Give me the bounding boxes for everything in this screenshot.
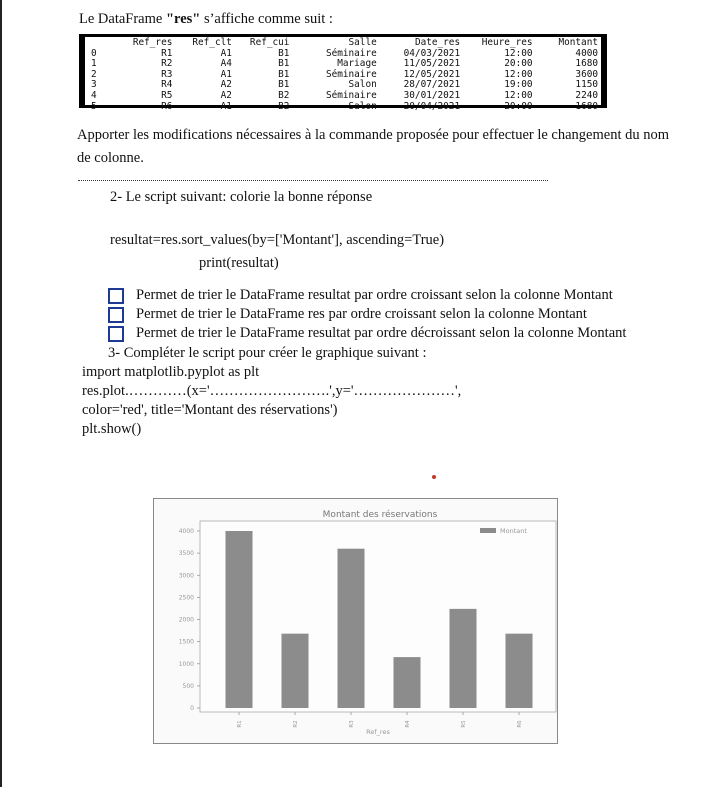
dataframe-cell: 30/01/2021 <box>403 89 461 101</box>
dataframe-cell: 11/05/2021 <box>403 58 461 70</box>
dataframe-cell: A1 <box>220 68 232 80</box>
dataframe-cell: B2 <box>278 89 290 101</box>
question-3-title: 3- Compléter le script pour créer le graphique suivant : <box>108 345 427 361</box>
y-tick-label: 500 <box>182 682 194 690</box>
x-axis <box>237 712 523 728</box>
bar-chart <box>153 498 558 744</box>
dataframe-cell: Salon <box>348 79 377 91</box>
dataframe-cell: 12:00 <box>504 89 533 101</box>
dataframe-cell: Mariage <box>337 58 377 70</box>
dataframe-cell: A4 <box>220 58 232 70</box>
instruction-paragraph: Apporter les modifications nécessaires à la commande proposée pour effectuer le changement du nom de colonne. <box>77 127 670 166</box>
dataframe-cell: Séminaire <box>325 89 377 101</box>
dataframe-cell: R3 <box>161 68 173 80</box>
dataframe-cell: 20/04/2021 <box>403 100 461 112</box>
dataframe-cell: A1 <box>220 47 232 59</box>
dataframe-cell: Séminaire <box>325 47 377 59</box>
script-line-3: color='red', title='Montant des réservations') <box>82 402 338 418</box>
x-tick-label: R5 <box>461 720 467 728</box>
dataframe-header-cell: Montant <box>558 37 598 48</box>
bar-R4 <box>394 657 421 708</box>
dataframe-cell: 28/07/2021 <box>403 79 461 91</box>
y-tick-label: 2000 <box>178 616 194 624</box>
dataframe-cell: R1 <box>161 47 173 59</box>
question-2-title: 2- Le script suivant: colorie la bonne réponse <box>110 189 373 205</box>
dataframe-cell: A2 <box>220 89 232 101</box>
x-tick-label: R6 <box>517 720 523 728</box>
bar-R3 <box>338 549 365 708</box>
dataframe-header-row <box>91 38 598 49</box>
dataframe-cell: 2240 <box>575 89 598 101</box>
dataframe-cell: R6 <box>161 100 173 112</box>
y-tick-label: 2500 <box>178 594 194 602</box>
dataframe-table <box>85 37 601 112</box>
dataframe-header-cell: Ref_cui <box>249 37 290 48</box>
x-tick-label: R3 <box>349 720 355 728</box>
intro-prefix: Le DataFrame <box>79 11 166 27</box>
x-tick-label: R2 <box>293 720 299 728</box>
dataframe-cell: B1 <box>278 79 290 91</box>
bar-R6 <box>506 634 533 708</box>
dataframe-cell: 3600 <box>575 68 598 80</box>
dataframe-cell: R5 <box>161 89 173 101</box>
chart-title: Montant des réservations <box>322 510 438 520</box>
y-tick-label: 0 <box>190 705 194 712</box>
option-3-label: Permet de trier le DataFrame resultat par ordre décroissant selon la colonne Montant <box>136 325 627 341</box>
dataframe-cell: 19:00 <box>504 79 533 91</box>
y-tick-label: 4000 <box>178 528 194 535</box>
answer-dotted-line <box>78 170 548 181</box>
script-line-1: import matplotlib.pyplot as plt <box>82 364 260 380</box>
dataframe-output <box>79 34 607 112</box>
dataframe-row <box>91 91 598 102</box>
dataframe-cell: 1 <box>91 58 97 70</box>
question-2-code-line-1: resultat=res.sort_values(by=['Montant'], ascending=True) <box>110 232 445 248</box>
dataframe-cell: 3 <box>91 79 97 91</box>
bar-R5 <box>450 609 477 708</box>
dataframe-row <box>91 102 598 113</box>
intro-suffix: s’affiche comme suit : <box>200 11 333 27</box>
y-tick-label: 3000 <box>178 572 194 580</box>
dataframe-cell: 1150 <box>575 79 598 91</box>
dataframe-header-cell <box>91 38 111 49</box>
question-2-code-line-2: print(resultat) <box>199 255 279 271</box>
bar-R1 <box>226 531 253 708</box>
script-line-2: res.plot.…………(x='…………………….',y='…………………', <box>82 383 462 399</box>
plot-area <box>200 521 556 712</box>
dataframe-header-cell: Salle <box>348 37 377 48</box>
red-dot-mark <box>432 475 436 479</box>
x-tick-label: R4 <box>405 720 411 728</box>
legend-swatch <box>480 528 496 533</box>
dataframe-header-cell: Date_res <box>414 37 461 48</box>
option-1[interactable] <box>108 287 613 304</box>
x-axis-label: Ref_res <box>366 728 390 736</box>
dataframe-cell: 5 <box>91 100 97 112</box>
dataframe-cell: B1 <box>278 58 290 70</box>
dataframe-cell: 1680 <box>575 58 598 70</box>
bar-chart-svg <box>154 499 557 743</box>
y-tick-label: 1500 <box>178 638 194 646</box>
x-tick-label: R1 <box>237 720 243 728</box>
dataframe-cell: R2 <box>161 58 173 70</box>
dataframe-header-cell: Ref_clt <box>192 37 232 48</box>
checkbox-icon[interactable] <box>108 326 124 342</box>
dataframe-cell: 12:00 <box>504 68 533 80</box>
y-tick-label: 3500 <box>178 550 194 558</box>
dataframe-cell: Séminaire <box>325 68 377 80</box>
y-axis <box>179 528 200 712</box>
option-3[interactable] <box>108 325 626 342</box>
dataframe-name: "res" <box>165 11 201 27</box>
dataframe-cell: 12/05/2021 <box>403 68 461 80</box>
y-tick-label: 1000 <box>178 660 194 668</box>
dataframe-header-cell: Ref_res <box>132 37 173 48</box>
option-1-label: Permet de trier le DataFrame resultat par ordre croissant selon la colonne Montant <box>136 287 613 303</box>
dataframe-cell: 20:00 <box>504 100 533 112</box>
dataframe-cell: B2 <box>278 100 290 112</box>
dataframe-cell: R4 <box>161 79 173 91</box>
dataframe-cell: 4 <box>91 89 97 101</box>
legend-label: Montant <box>500 527 527 535</box>
dataframe-cell: 4000 <box>575 47 598 59</box>
dataframe-cell: 04/03/2021 <box>403 47 461 59</box>
option-2-label: Permet de trier le DataFrame res par ordre croissant selon la colonne Montant <box>136 306 587 322</box>
dataframe-cell: 2 <box>91 68 97 80</box>
script-line-4: plt.show() <box>82 421 142 437</box>
dataframe-cell: Salon <box>348 100 377 112</box>
checkbox-icon[interactable] <box>108 307 124 323</box>
dataframe-cell: B1 <box>278 47 290 59</box>
dataframe-cell: 12:00 <box>504 47 533 59</box>
intro-text <box>79 11 333 28</box>
dataframe-cell: B1 <box>278 68 290 80</box>
option-2[interactable] <box>108 306 587 323</box>
dataframe-cell: 0 <box>91 47 97 59</box>
dataframe-cell: 1680 <box>575 100 598 112</box>
dataframe-cell: A2 <box>220 79 232 91</box>
dataframe-header-cell: Heure_res <box>481 37 533 48</box>
dataframe-cell: A1 <box>220 100 232 112</box>
bar-R2 <box>282 634 309 708</box>
dataframe-cell: 20:00 <box>504 58 533 70</box>
checkbox-icon[interactable] <box>108 288 124 304</box>
left-border-rule <box>0 0 2 787</box>
